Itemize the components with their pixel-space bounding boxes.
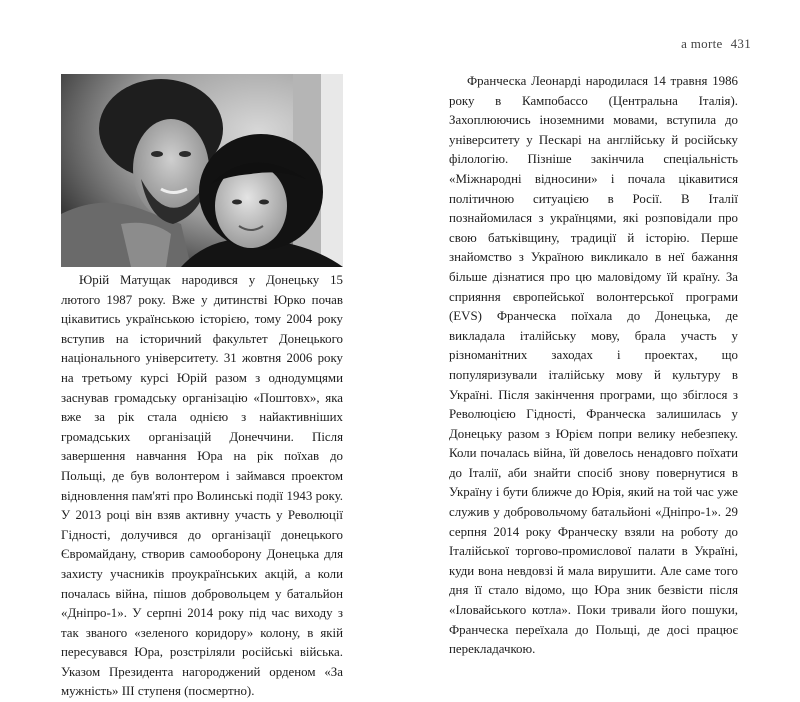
page-number: 431 (730, 36, 751, 51)
paragraph-yuriy-bio: Юрій Матущак народився у Донецьку 15 лютого 1987 року. Вже у дитинстві Юрко почав цікавитись українською історією, тому 2004 року вступив на історичний факультет Донецького національного університету. 31 жовтня 2006 року на третьому курсі Юрій разом з однодумцями заснував громадську організацію «Поштовх», яка вже за рік стала однією з найактивніших громадських організацій Донеччини. Після завершення навчання Юра на рік поїхав до Польщі, де був волонтером і займався проектом відновлення пам'яті про Волинські події 1943 року. У 2013 році він взяв активну участь у Революції Гідності, долучився до організації донецького Євромайдану, створив самооборону Донецька для захисту учасників проукраїнських акцій, а коли почалась війна, пішов добровольцем у батальйон «Дніпро-1». У серпні 2014 року під час виходу з так званого «зеленого коридору» колону, в якій пересувався Юра, розстріляли російські війська. Указом Президента нагороджений орденом «За мужність» ІІІ ступеня (посмертно). (61, 273, 343, 699)
running-title: a morte (681, 36, 723, 51)
left-column-text (61, 271, 343, 702)
right-column-text (449, 72, 738, 660)
paragraph-francesca-bio: Франческа Леонарді народилася 14 травня 1986 року в Кампобассо (Центральна Італія). Захоплюючись іноземними мовами, вступила до університету у Пескарі на англійську й російську філологію. Пізніше закінчила спеціальність «Міжнародні відносини» і почала цікавитися політичною ситуацією в Росії. В Італії познайомилася з українцями, які розповідали про свою батьківщину, традиції й історію. Перше знайомство з Україною викликало в неї бажання більше дізнатися про цю маловідому їй країну. За сприяння європейської волонтерської програми (EVS) Франческа поїхала до Донецька, де викладала італійську мову, брала участь у різноманітних заходах і проектах, що популяризували італійську мову й культуру в Україні. Після закінчення програми, що збіглося з Революцією Гідності, Франческа залишилась у Донецьку разом з Юрієм попри велику небезпеку. Коли почалась війна, їй довелось ненадовго поїхати до Італії, аби знайти спосіб знову повернутися в Україну і бути ближче до Юрія, який на той час уже служив у добровольчому батальйоні «Дніпро-1». 29 серпня 2014 року Франческу взяли на роботу до Італійської торгово-промислової палати в Україні, куди вона невдовзі й мала вирушити. Але саме того дня її стало відомо, що Юра зник безвісти після «Іловайського котла». Поки тривали його пошуки, Франческа переїхала до Польщі, де досі працює перекладачкою. (449, 74, 738, 657)
portrait-photo-icon (61, 74, 343, 267)
running-header (681, 36, 751, 52)
portrait-photo (61, 74, 343, 267)
